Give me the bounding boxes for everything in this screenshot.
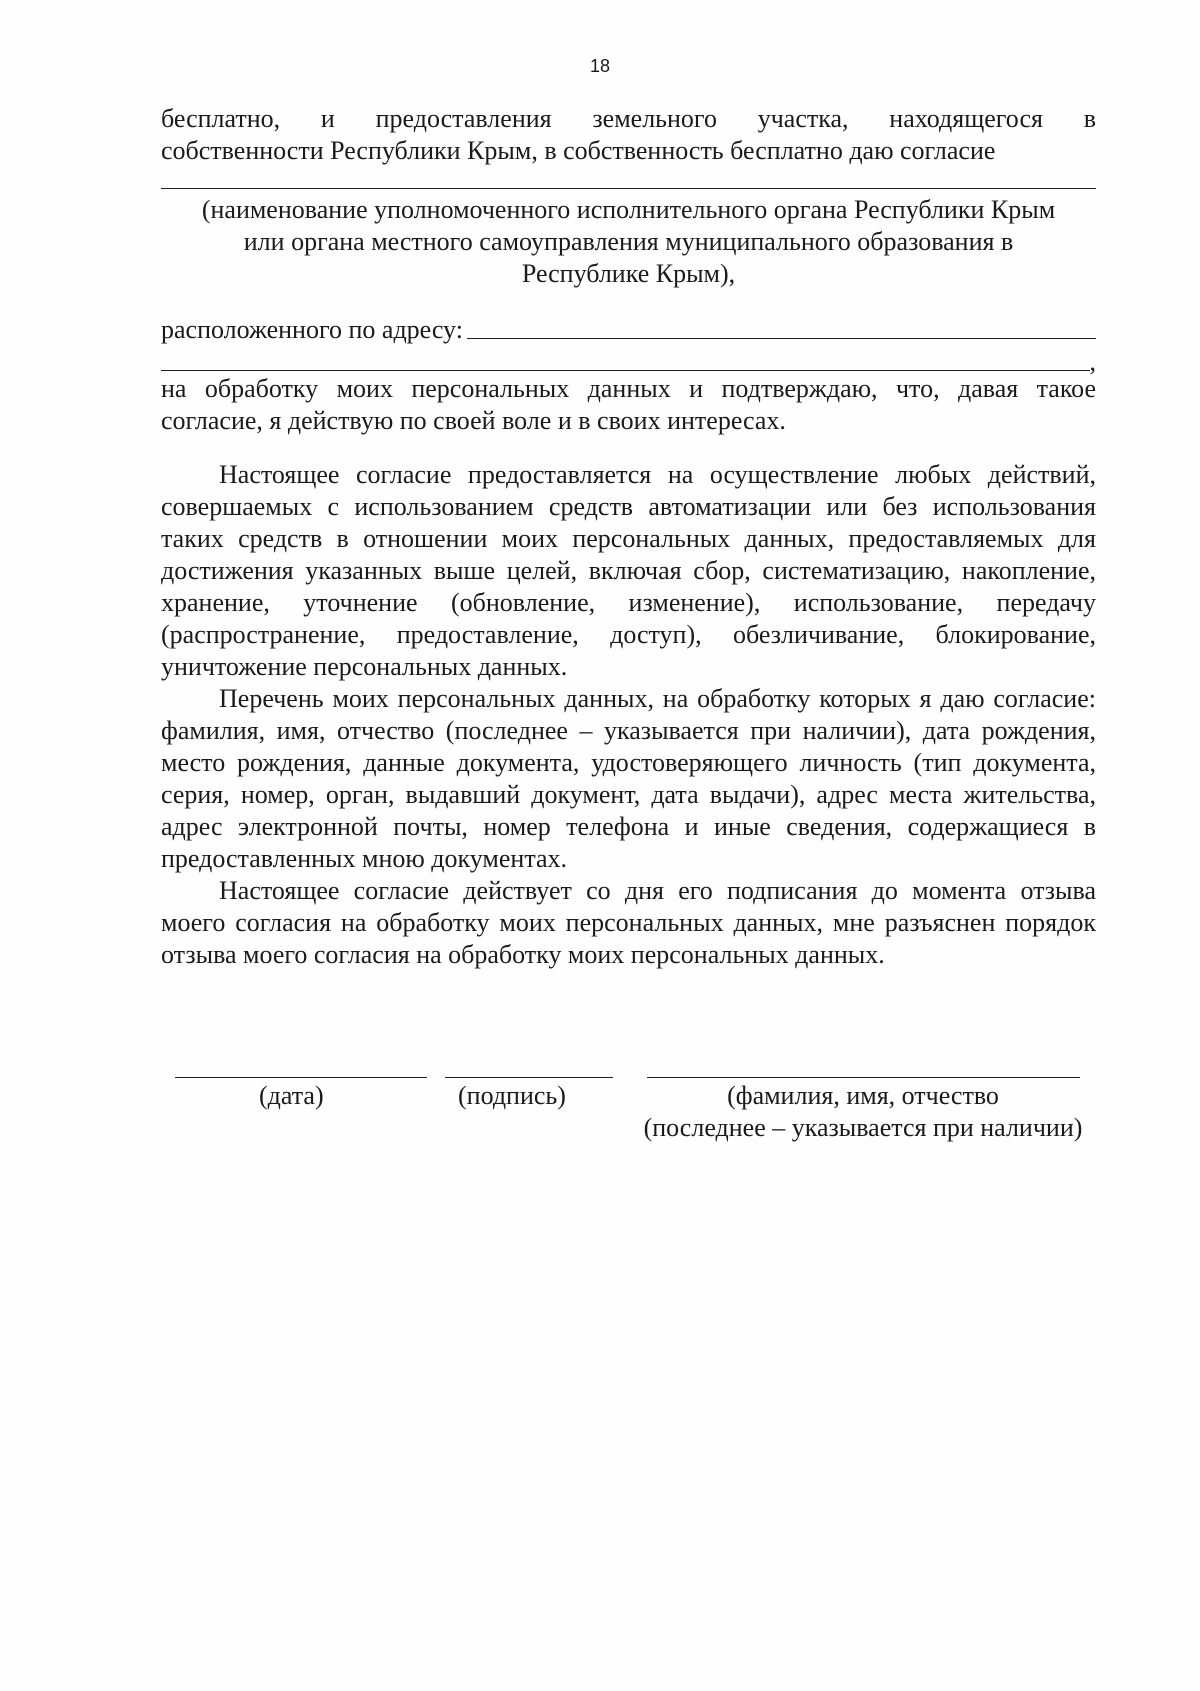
paragraph-validity: Настоящее согласие действует со дня его подписания до момента отзыва моего согласия на обработку моих персональных данных, мне разъяснен порядок отзыва моего согласия на обработку моих персональных данных. [161,876,1096,969]
authority-blank-line [161,188,1096,189]
page-number: 18 [589,56,611,76]
paragraph-actions: Настоящее согласие предоставляется на осуществление любых действий, совершаемых с использованием средств автоматизации или без использования таких средств в отношении моих персональных данных, предоставляемых для достижения указанных выше целей, включая сбор, систематизацию, накопление, хранение, уточнение (обновление, изменение), использование, передачу (распространение, предоставление, доступ), обезличивание, блокирование, уничтожение персональных данных. [161,460,1096,681]
intro-line-1: бесплатно, и предоставления земельного участка, находящегося в [161,104,1096,133]
signature-line [445,1077,613,1078]
address-fill-line-2 [161,370,1090,371]
address-comma: , [1089,347,1096,376]
date-label: (дата) [259,1081,324,1110]
address-fill-line [467,338,1096,339]
authority-caption-line-3: Республике Крым), [521,259,736,288]
signature-label: (подпись) [458,1081,566,1110]
consent-statement [161,373,1096,437]
paragraph-data-list: Перечень моих персональных данных, на обработку которых я даю согласие: фамилия, имя, отчество (последнее – указывается при наличии), дата рождения, место рождения, данные документа, удостоверяющего личность (тип документа, серия, номер, орган, выдавший документ, дата выдачи), адрес места жительства, адрес электронной почты, номер телефона и иные сведения, содержащиеся в предоставленных мною документах. [161,684,1096,873]
authority-fill-line [161,188,1096,189]
authority-caption-line-2: или органа местного самоуправления муниципального образования в [243,227,1014,256]
full-name-label-line-2: (последнее – указывается при наличии) [643,1113,1083,1142]
full-name-label [628,1080,1098,1144]
body-paragraphs [161,459,1096,971]
intro-block [161,103,1096,167]
address-label: расположенного по адресу: [161,315,463,344]
address-row [161,313,1096,345]
full-name-label-line-1: (фамилия, имя, отчество [727,1081,999,1110]
consent-line-1: на обработку моих персональных данных и подтверждаю, что, давая такое [161,374,1096,403]
authority-caption-line-1: (наименование уполномоченного исполнительного органа Республики Крым [201,195,1056,224]
authority-caption [161,194,1096,290]
address-block [161,313,1096,377]
consent-line-2: согласие, я действую по своей воле и в своих интересах. [161,406,786,435]
intro-line-2: собственности Республики Крым, в собственность бесплатно даю согласие [161,136,996,165]
signature-lines [175,1077,1095,1079]
date-signature-line [175,1077,427,1078]
full-name-signature-line [647,1077,1080,1078]
